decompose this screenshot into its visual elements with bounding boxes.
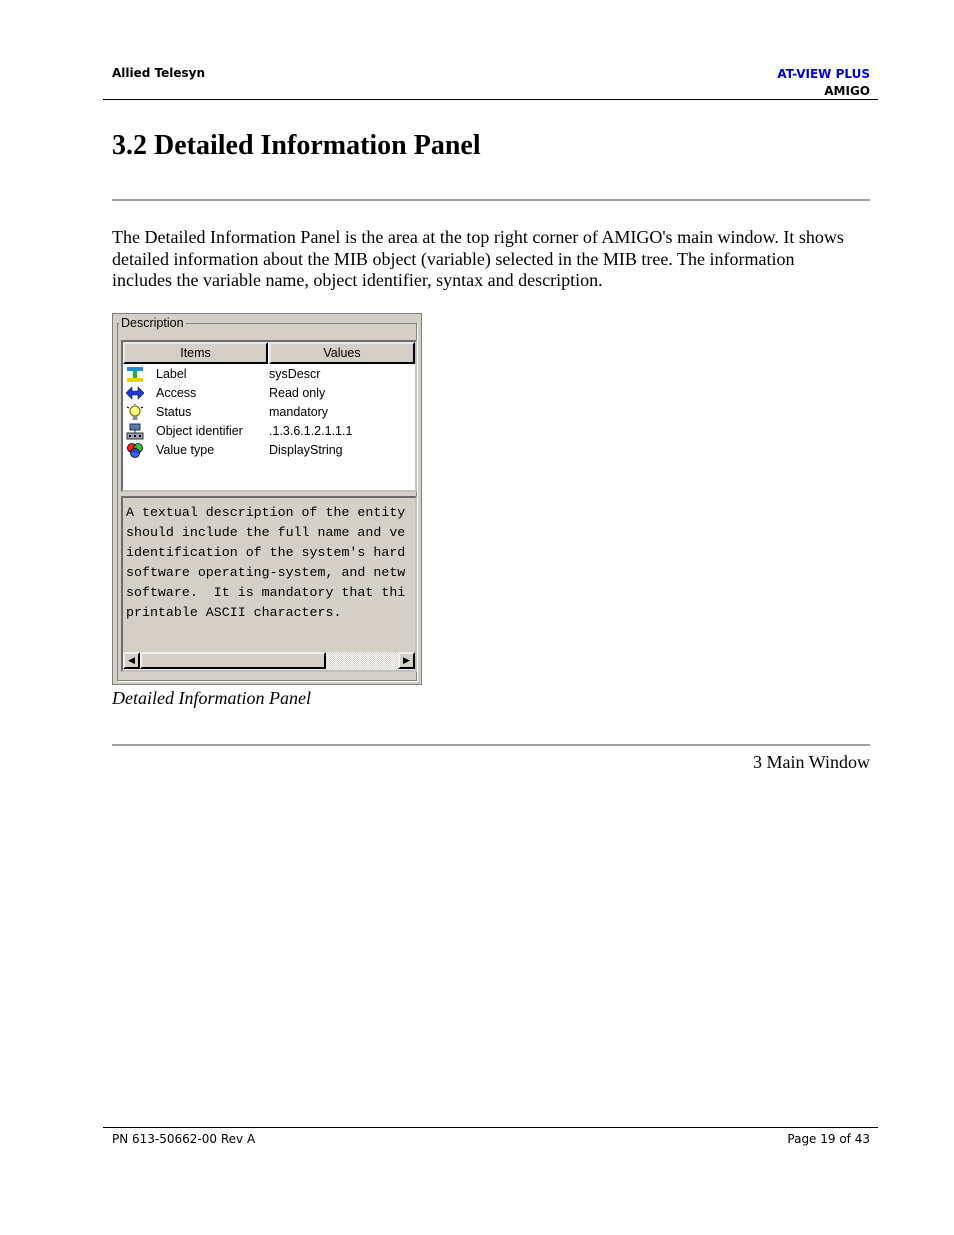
list-item[interactable]	[123, 403, 415, 422]
column-header-values[interactable]: Values	[269, 342, 415, 364]
list-item[interactable]	[123, 384, 415, 403]
arrow-right-icon: ▶	[403, 655, 410, 665]
scroll-left-button[interactable]	[123, 652, 140, 669]
arrow-left-icon: ◀	[128, 655, 135, 665]
bottom-section-divider	[112, 744, 870, 746]
access-arrows-icon	[126, 385, 144, 402]
list-item[interactable]	[123, 441, 415, 460]
item-label: Access	[156, 386, 197, 400]
header-module: AMIGO	[824, 84, 870, 98]
description-group-title: Description	[121, 316, 184, 330]
item-value: mandatory	[269, 405, 329, 419]
network-node-icon	[126, 423, 144, 440]
item-label: Status	[156, 405, 192, 419]
color-circles-icon	[126, 442, 144, 459]
item-label: Value type	[156, 443, 215, 457]
description-text: A textual description of the entity should include the full name and ve identification of the system's hard software operating-system, and netw software. It is mandatory that thi printable ASCII characters.	[126, 505, 406, 620]
item-label: Label	[156, 367, 187, 381]
footer-page-number: Page 19 of 43	[787, 1132, 870, 1146]
figure-caption: Detailed Information Panel	[112, 688, 311, 708]
main-window-link[interactable]: 3 Main Window	[753, 752, 870, 772]
section-title: 3.2 Detailed Information Panel	[112, 130, 481, 161]
header-divider	[103, 99, 878, 100]
scrollbar-thumb[interactable]	[140, 652, 326, 669]
items-list-view[interactable]	[121, 340, 417, 492]
item-value: Read only	[269, 386, 326, 400]
header-product: AT-VIEW PLUS	[777, 67, 870, 81]
lightbulb-icon	[126, 404, 144, 421]
header-product-block	[777, 66, 870, 100]
section-divider	[112, 199, 870, 201]
description-text-area[interactable]	[121, 496, 417, 672]
header-company: Allied Telesyn	[112, 66, 206, 80]
footer-divider	[103, 1127, 878, 1128]
item-value: .1.3.6.1.2.1.1.1	[269, 424, 353, 438]
list-item[interactable]	[123, 365, 415, 384]
column-header-items[interactable]: Items	[123, 342, 268, 364]
scroll-right-button[interactable]	[398, 652, 415, 669]
horizontal-scrollbar[interactable]	[123, 652, 415, 670]
list-item[interactable]	[123, 422, 415, 441]
item-value: sysDescr	[269, 367, 321, 381]
label-icon	[126, 366, 144, 383]
footer-part-number: PN 613-50662-00 Rev A	[112, 1132, 256, 1146]
detailed-information-panel-screenshot	[112, 313, 422, 685]
section-body: The Detailed Information Panel is the area at the top right corner of AMIGO's main window. It shows detailed information about the MIB object (variable) selected in the MIB tree. The information includes the variable name, object identifier, syntax and description.	[112, 227, 844, 290]
item-value: DisplayString	[269, 443, 343, 457]
item-label: Object identifier	[156, 424, 243, 438]
